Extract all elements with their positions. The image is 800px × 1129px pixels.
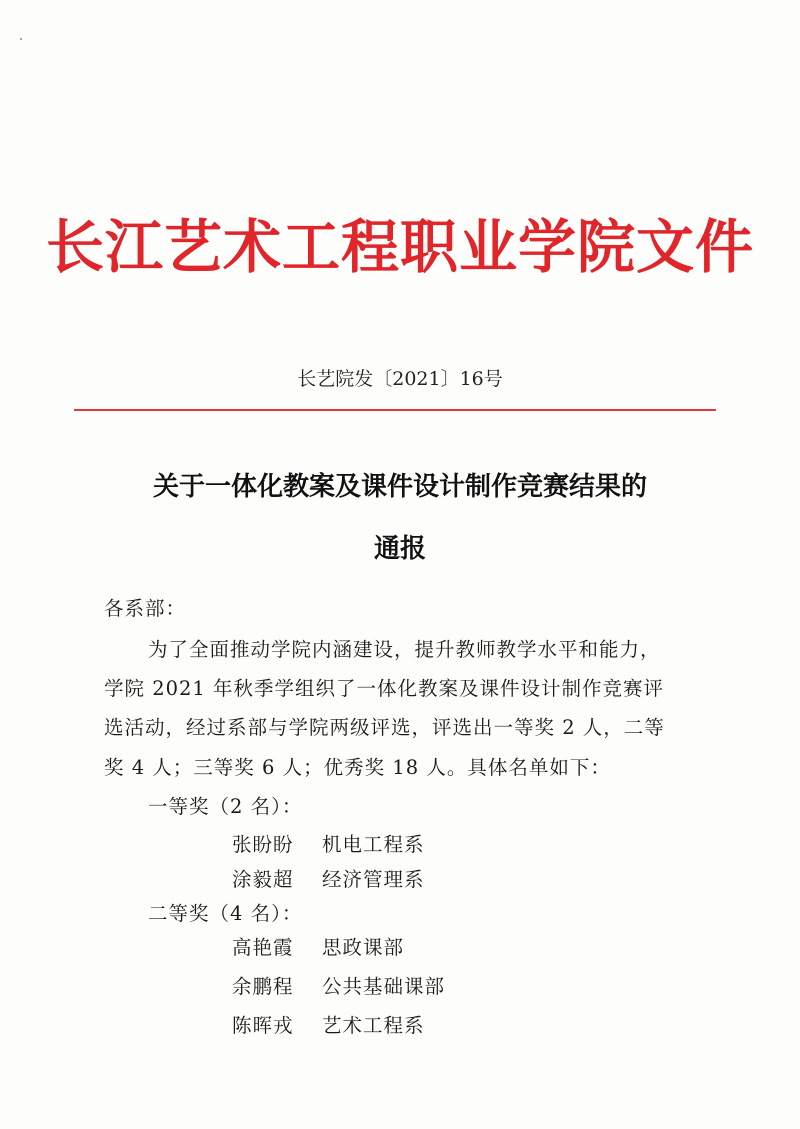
winner-department: 思政课部 — [322, 936, 405, 959]
winner-department: 机电工程系 — [322, 833, 425, 856]
winner-name: 涂毅超 — [232, 868, 294, 891]
winner-name: 余鹏程 — [232, 975, 294, 998]
winner-name: 张盼盼 — [232, 833, 294, 856]
winner-department: 公共基础课部 — [322, 975, 446, 998]
issuer-header-title: 长江艺术工程职业学院文件 — [45, 213, 754, 281]
paragraph-line: 奖 4 人；三等奖 6 人；优秀奖 18 人。具体名单如下： — [104, 756, 611, 779]
second-prize-heading: 二等奖（4 名）： — [148, 902, 303, 925]
paragraph-line: 学院 2021 年秋季学组织了一体化教案及课件设计制作竞赛评 — [104, 677, 665, 700]
document-title-line-1: 关于一体化教案及课件设计制作竞赛结果的 — [152, 472, 647, 502]
winner-name: 高艳霞 — [232, 936, 294, 959]
first-prize-heading: 一等奖（2 名）： — [148, 795, 303, 818]
winner-department: 经济管理系 — [322, 868, 425, 891]
paragraph-line: 为了全面推动学院内涵建设，提升教师教学水平和能力， — [148, 638, 661, 661]
scan-speck — [20, 38, 22, 40]
document-number: 长艺院发〔2021〕16号 — [297, 368, 503, 390]
document-title-line-2: 通报 — [373, 534, 426, 564]
salutation: 各系部： — [104, 597, 187, 620]
red-divider-line — [74, 409, 716, 411]
winner-department: 艺术工程系 — [322, 1014, 425, 1037]
winner-name: 陈晖戎 — [232, 1014, 294, 1037]
paragraph-line: 选活动，经过系部与学院两级评选，评选出一等奖 2 人，二等 — [104, 716, 665, 739]
